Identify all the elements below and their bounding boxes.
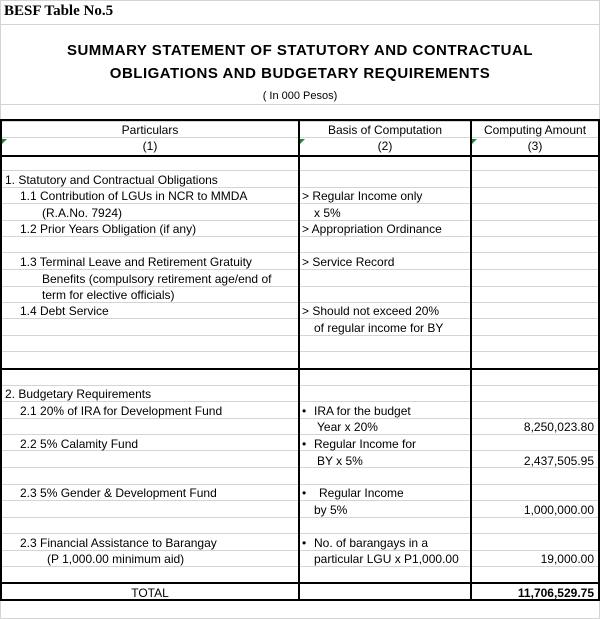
amount-cell: 2,437,505.95	[523, 454, 594, 468]
gridline	[0, 269, 600, 270]
basis-text: by 5%	[314, 503, 348, 517]
total-label: TOTAL	[131, 586, 169, 600]
section-heading-statutory: 1. Statutory and Contractual Obligations	[5, 173, 218, 187]
total-top-border	[0, 582, 600, 584]
column-number-3: (3)	[527, 139, 543, 153]
gridline	[0, 0, 600, 1]
gridline	[0, 385, 600, 386]
row-label: 1.1 Contribution of LGUs in NCR to MMDA	[20, 189, 248, 203]
gridline	[0, 401, 600, 402]
header-bottom-border	[0, 155, 600, 157]
gridline	[0, 434, 600, 435]
section-heading-budgetary: 2. Budgetary Requirements	[5, 387, 152, 401]
row-label: 1.3 Terminal Leave and Retirement Gratuity	[20, 255, 252, 269]
row-label: 2.3 Financial Assistance to Barangay	[20, 536, 217, 550]
gridline	[0, 302, 600, 303]
gridline	[0, 351, 600, 352]
gridline	[0, 286, 600, 287]
gridline	[0, 484, 600, 485]
gridline	[0, 418, 600, 419]
gridline	[0, 203, 600, 204]
bullet-icon: •	[302, 437, 307, 451]
section-divider	[0, 368, 600, 370]
total-amount: 11,706,529.75	[517, 586, 594, 600]
basis-text: > Service Record	[302, 255, 395, 269]
column-number-1: (1)	[142, 139, 158, 153]
page-title-line-2: OBLIGATIONS AND BUDGETARY REQUIREMENTS	[109, 65, 491, 82]
row-label: term for elective officials)	[42, 288, 175, 302]
gridline	[0, 137, 600, 138]
gridline	[0, 318, 600, 319]
basis-text: particular LGU x P1,000.00	[314, 552, 459, 566]
gridline	[0, 187, 600, 188]
basis-text: > Appropriation Ordinance	[302, 222, 442, 236]
column-number-2: (2)	[377, 139, 393, 153]
row-label: 2.1 20% of IRA for Development Fund	[20, 404, 223, 418]
gridline	[0, 236, 600, 237]
basis-text: Regular Income	[319, 486, 404, 500]
basis-text: x 5%	[314, 206, 341, 220]
gridline	[0, 550, 600, 551]
bullet-icon: •	[302, 486, 307, 500]
basis-text: No. of barangays in a	[314, 536, 429, 550]
basis-text: of regular income for BY	[314, 321, 444, 335]
row-label: Benefits (compulsory retirement age/end of	[42, 272, 272, 286]
table-left-border	[0, 119, 2, 601]
basis-text: BY x 5%	[317, 454, 363, 468]
row-label: 2.3 5% Gender & Development Fund	[20, 486, 217, 500]
gridline	[0, 24, 600, 25]
gridline	[0, 500, 600, 501]
column-header-amount: Computing Amount	[483, 123, 587, 137]
page-title-line-1: SUMMARY STATEMENT OF STATUTORY AND CONTRACTUAL	[66, 42, 534, 59]
bullet-icon: •	[302, 404, 307, 418]
basis-text: Year x 20%	[317, 420, 378, 434]
column-header-particulars: Particulars	[121, 123, 179, 137]
gridline	[0, 533, 600, 534]
gridline	[0, 517, 600, 518]
basis-text: > Should not exceed 20%	[302, 304, 440, 318]
column-divider-1	[298, 119, 300, 601]
amount-cell: 1,000,000.00	[523, 503, 594, 517]
table-number: BESF Table No.5	[4, 3, 114, 19]
gridline	[0, 566, 600, 567]
basis-text: IRA for the budget	[314, 404, 411, 418]
column-header-basis: Basis of Computation	[327, 123, 443, 137]
row-label: 1.2 Prior Years Obligation (if any)	[20, 222, 197, 236]
bullet-icon: •	[302, 536, 307, 550]
basis-text: Regular Income for	[314, 437, 417, 451]
basis-text: > Regular Income only	[302, 189, 423, 203]
amount-cell: 8,250,023.80	[523, 420, 594, 434]
unit-note: ( In 000 Pesos)	[262, 90, 338, 102]
row-label: (R.A.No. 7924)	[42, 206, 123, 220]
row-label: 1.4 Debt Service	[20, 304, 109, 318]
gridline	[0, 220, 600, 221]
column-divider-2	[470, 119, 472, 601]
gridline	[0, 121, 600, 122]
gridline	[0, 252, 600, 253]
gridline	[0, 170, 600, 171]
row-label: 2.2 5% Calamity Fund	[20, 437, 139, 451]
gridline	[0, 335, 600, 336]
row-label: (P 1,000.00 minimum aid)	[47, 552, 185, 566]
gridline	[0, 104, 600, 105]
table-top-border	[0, 119, 600, 121]
amount-cell: 19,000.00	[540, 552, 594, 566]
